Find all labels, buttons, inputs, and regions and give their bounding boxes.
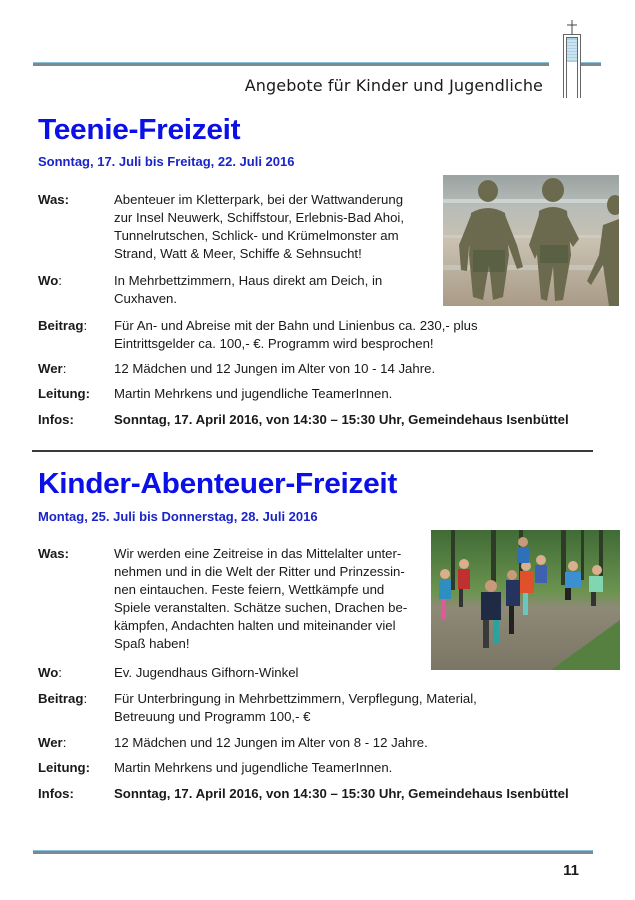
value-line: Sonntag, 17. April 2016, von 14:30 – 15:30 Uhr, Gemeindehaus Isenbüttel bbox=[114, 412, 569, 427]
value-line: zur Insel Neuwerk, Schiffstour, Erlebnis-Bad Ahoi, bbox=[114, 210, 405, 225]
value-line: kämpfen, Andachten halten und miteinander viel bbox=[114, 618, 396, 633]
value-line: Spiele veranstalten. Schätze suchen, Drachen be- bbox=[114, 600, 408, 615]
row-label: Wer: bbox=[38, 735, 67, 750]
value-line: Abenteuer im Kletterpark, bei der Wattwanderung bbox=[114, 192, 404, 207]
value-line: Strand, Watt & Meer, Schiffe & Sehnsucht! bbox=[114, 246, 362, 261]
row-value bbox=[114, 759, 392, 777]
value-line: Tunnelrutschen, Schlick- und Krümelmonster am bbox=[114, 228, 399, 243]
value-line: Für An- und Abreise mit der Bahn und Linienbus ca. 230,- plus bbox=[114, 318, 478, 333]
row-value bbox=[114, 385, 392, 403]
row-value bbox=[114, 411, 569, 429]
row-value bbox=[114, 690, 477, 726]
row-value bbox=[114, 272, 382, 308]
value-line: In Mehrbettzimmern, Haus direkt am Deich, in bbox=[114, 273, 383, 288]
row-label: Beitrag: bbox=[38, 691, 88, 706]
row-value bbox=[114, 317, 478, 353]
row-label: Wo: bbox=[38, 665, 62, 680]
value-line: 12 Mädchen und 12 Jungen im Alter von 8 - 12 Jahre. bbox=[114, 735, 428, 750]
value-line: Sonntag, 17. April 2016, von 14:30 – 15:30 Uhr, Gemeindehaus Isenbüttel bbox=[114, 786, 569, 801]
row-value bbox=[114, 785, 569, 803]
row-value bbox=[114, 664, 298, 682]
header-rule bbox=[33, 62, 549, 66]
row-label: Wo: bbox=[38, 273, 62, 288]
church-tower-icon bbox=[560, 20, 586, 98]
footer-rule bbox=[33, 850, 593, 854]
value-line: Cuxhaven. bbox=[114, 291, 178, 306]
value-line: 12 Mädchen und 12 Jungen im Alter von 10 - 14 Jahre. bbox=[114, 361, 436, 376]
row-label: Wer: bbox=[38, 361, 67, 376]
value-line: Martin Mehrkens und jugendliche TeamerInnen. bbox=[114, 760, 393, 775]
row-label: Was: bbox=[38, 192, 70, 207]
forest-kids-photo bbox=[431, 530, 620, 670]
value-line: Martin Mehrkens und jugendliche TeamerInnen. bbox=[114, 386, 393, 401]
section-title: Teenie-Freizeit bbox=[38, 114, 241, 146]
value-line: Eintrittsgelder ca. 100,- €. Programm wird besprochen! bbox=[114, 336, 434, 351]
value-line: Für Unterbringung in Mehrbettzimmern, Verpflegung, Material, bbox=[114, 691, 477, 706]
row-label: Was: bbox=[38, 546, 70, 561]
page-number: 11 bbox=[563, 862, 579, 879]
section-divider bbox=[32, 450, 593, 452]
value-line: Spaß haben! bbox=[114, 636, 190, 651]
section-title: Kinder-Abenteuer-Freizeit bbox=[38, 468, 398, 500]
row-label: Infos: bbox=[38, 786, 74, 801]
row-value bbox=[114, 545, 407, 653]
section-date: Sonntag, 17. Juli bis Freitag, 22. Juli 2016 bbox=[38, 154, 295, 169]
header-title: Angebote für Kinder und Jugendliche bbox=[244, 76, 543, 95]
value-line: Wir werden eine Zeitreise in das Mittelalter unter- bbox=[114, 546, 402, 561]
value-line: nehmen und in die Welt der Ritter und Prinzessin- bbox=[114, 564, 405, 579]
section-date: Montag, 25. Juli bis Donnerstag, 28. Juli 2016 bbox=[38, 509, 318, 524]
row-label: Leitung: bbox=[38, 386, 91, 401]
mudflat-kids-photo bbox=[443, 175, 619, 306]
row-value bbox=[114, 360, 435, 378]
row-label: Leitung: bbox=[38, 760, 91, 775]
row-value bbox=[114, 734, 428, 752]
value-line: Ev. Jugendhaus Gifhorn-Winkel bbox=[114, 665, 299, 680]
row-value bbox=[114, 191, 404, 263]
value-line: nen eintauchen. Feste feiern, Wettkämpfe und bbox=[114, 582, 385, 597]
row-label: Beitrag: bbox=[38, 318, 88, 333]
row-label: Infos: bbox=[38, 412, 74, 427]
value-line: Betreuung und Programm 100,- € bbox=[114, 709, 311, 724]
